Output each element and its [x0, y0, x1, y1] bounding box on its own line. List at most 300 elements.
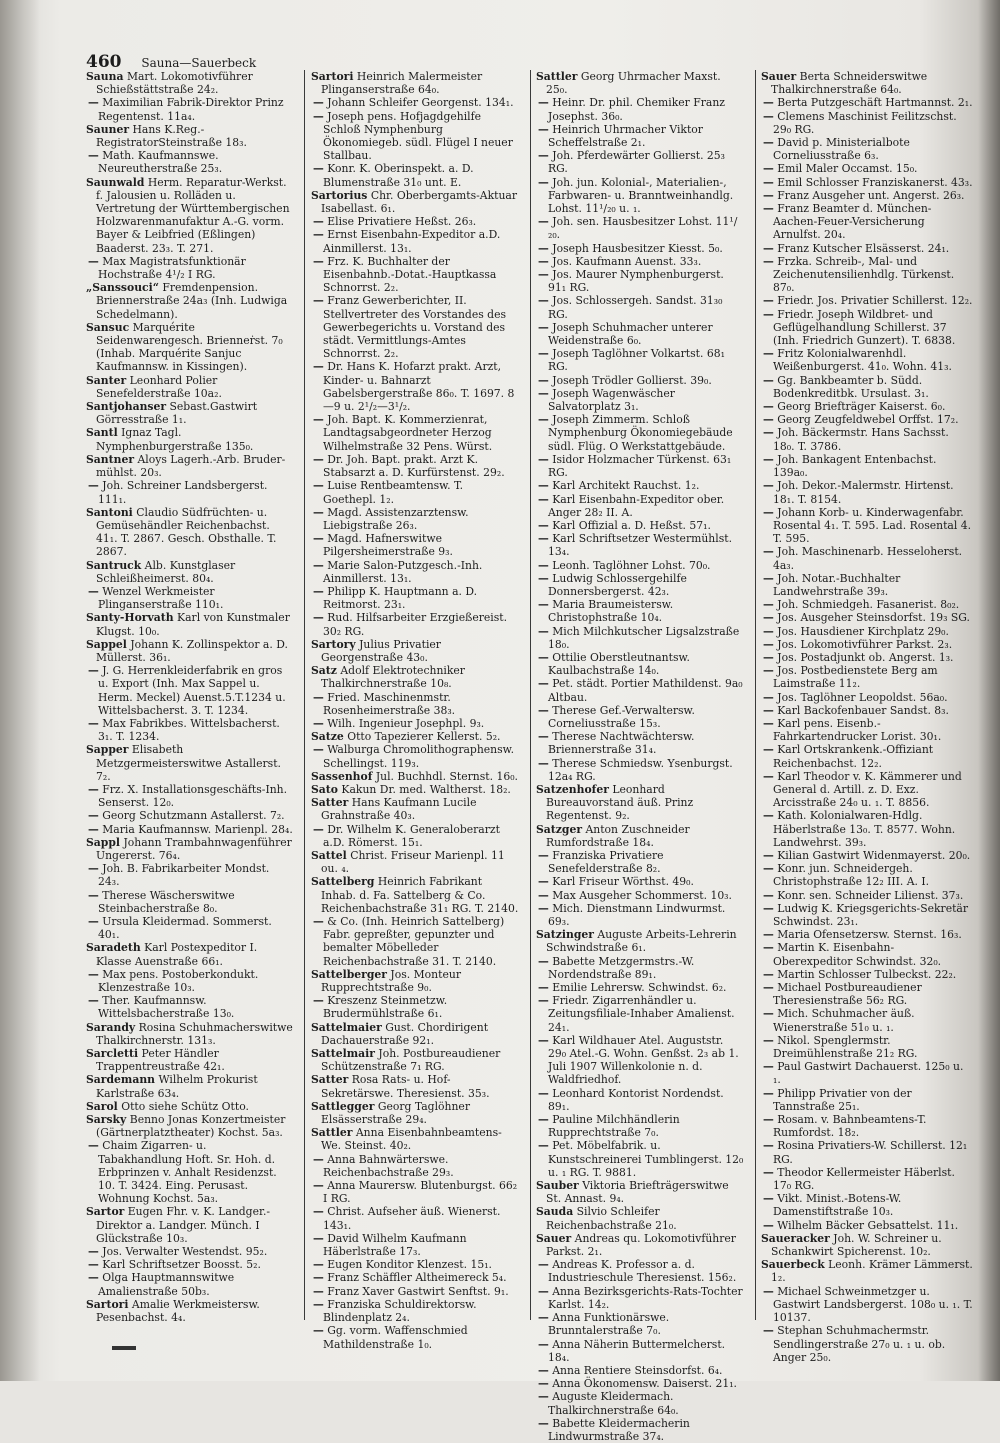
entry-name: —: [313, 611, 324, 625]
entry-name: —: [538, 1337, 549, 1351]
entry-text: David p. Ministerialbote Corneliusstraße 6₃.: [773, 136, 910, 163]
directory-entry: [761, 1258, 973, 1284]
directory-entry: [761, 545, 973, 571]
page-number: 460: [86, 52, 122, 72]
entry-text: Anton Zuschneider Rumfordstraße 18₄.: [546, 822, 690, 849]
entry-name: —: [763, 1324, 774, 1338]
entry-text: Therese Nachtwächtersw. Briennerstraße 31₄.: [548, 730, 695, 757]
entry-text: Otto Tapezierer Kellerst. 5₂.: [347, 730, 501, 744]
directory-entry: [86, 1100, 294, 1113]
entry-name: —: [538, 571, 549, 585]
entry-name: —: [763, 413, 774, 427]
entry-name: —: [763, 848, 774, 862]
entry-text: Wenzel Werkmeister Plinganserstraße 110₁.: [98, 584, 224, 612]
entry-text: Mich. Dienstmann Lindwurmst. 69₃.: [548, 901, 726, 928]
entry-name: —: [763, 188, 774, 202]
directory-entry: [86, 994, 294, 1020]
directory-entry: [536, 1139, 744, 1179]
entry-name: —: [763, 664, 774, 678]
entry-text: Eugen Konditor Klenzest. 15₁.: [327, 1258, 492, 1272]
entry-name: —: [763, 373, 774, 387]
directory-entry: [86, 255, 294, 281]
entry-text: Friedr. Jos. Privatier Schillerst. 12₂.: [777, 294, 973, 308]
entry-text: Philipp Privatier von der Tannstraße 25₁.: [773, 1086, 912, 1113]
entry-text: Anna Eisenbahnbeamtens-We. Steinst. 40₂.: [321, 1126, 502, 1153]
entry-name: Satzenhofer: [536, 782, 609, 796]
directory-entry: [536, 783, 744, 823]
entry-text: Andreas qu. Lokomotivführer Parkst. 2₁.: [546, 1231, 736, 1259]
directory-entry: [761, 294, 973, 307]
directory-entry: [86, 889, 294, 915]
entry-name: —: [763, 254, 774, 268]
entry-text: Jos. Kaufmann Auenst. 33₃.: [552, 254, 702, 268]
entry-name: —: [763, 136, 774, 150]
entry-text: Karl Theodor v. K. Kämmerer und General d. Artill. z. D. Exz. Arcisstraße 24₀ u. ₁. T. 8856.: [773, 769, 962, 810]
entry-name: —: [88, 149, 99, 163]
directory-entry: [311, 783, 519, 796]
entry-text: Leonhard Polier Senefelderstraße 10a₂.: [96, 373, 222, 400]
directory-entry: [311, 1179, 519, 1205]
entry-name: Santjohanser: [86, 400, 167, 414]
directory-entry: [311, 215, 519, 228]
entry-text: Peter Händler Trappentreustraße 42₁.: [96, 1047, 225, 1074]
directory-entry: [311, 96, 519, 109]
directory-entry: [761, 572, 973, 598]
entry-name: Sartor: [86, 1205, 125, 1219]
directory-entry: [536, 387, 744, 413]
directory-entry: [536, 347, 744, 373]
entry-name: —: [313, 228, 324, 242]
entry-name: Sattelmair: [311, 1047, 375, 1061]
directory-entry: [86, 70, 294, 96]
directory-entry: [761, 1192, 973, 1218]
entry-name: —: [763, 598, 774, 612]
entry-text: Frz. X. Installationsgeschäfts-Inh. Senserst. 12₀.: [98, 782, 288, 810]
directory-entry: [536, 321, 744, 347]
entry-text: J. G. Herrenkleiderfabrik en gros u. Export (Inh. Max Sappel u. Herm. Meckel) Auenst.5.T.1234 u. Wittelsbacherst. 3. T. 1234.: [98, 664, 286, 717]
entry-text: Wilh. Ingenieur Josephpl. 9₃.: [327, 716, 485, 730]
directory-entry: [536, 559, 744, 572]
entry-text: Joh. Bankagent Entenbachst. 139a₀.: [773, 452, 937, 480]
directory-entry: [536, 519, 744, 532]
entry-text: Nikol. Spenglermstr. Dreimühlenstraße 21₂ RG.: [773, 1033, 918, 1061]
directory-entry: [311, 506, 519, 532]
directory-entry: [761, 374, 973, 400]
directory-entry: [536, 1258, 744, 1284]
entry-name: Sato: [311, 782, 338, 796]
entry-name: —: [538, 1416, 549, 1430]
entry-text: Chr. Oberbergamts-Aktuar Isabellast. 6₁.: [321, 188, 518, 216]
entry-text: Hans K.Reg.-RegistratorSteinstraße 18₃.: [96, 122, 247, 150]
entry-name: —: [538, 122, 549, 136]
directory-entry: [536, 493, 744, 519]
directory-entry: [86, 506, 294, 559]
directory-entry: [761, 717, 973, 743]
directory-entry: [761, 638, 973, 651]
entry-text: Maria Ofensetzersw. Sternst. 16₃.: [777, 928, 962, 942]
entry-text: Joseph Zimmerm. Schloß Nymphenburg Ökonomiegebäude südl. Flüg. O Werkstattgebäude.: [548, 413, 733, 453]
directory-entry: [536, 730, 744, 756]
directory-entry: [311, 532, 519, 558]
entry-name: —: [313, 294, 324, 308]
directory-entry: [761, 849, 973, 862]
entry-text: Kilian Gastwirt Widenmayerst. 20₀.: [777, 848, 971, 862]
directory-entry: [761, 809, 973, 849]
directory-entry: [761, 400, 973, 413]
directory-entry: [86, 1047, 294, 1073]
directory-entry: [311, 360, 519, 413]
directory-entry: [761, 136, 973, 162]
directory-entry: [86, 123, 294, 149]
directory-entry: [311, 796, 519, 822]
entry-name: Sauer: [761, 70, 797, 83]
directory-entry: [86, 426, 294, 452]
entry-name: —: [763, 241, 774, 255]
entry-text: Joh. Bapt. K. Kommerzienrat, Landtagsabgeordneter Herzog Wilhelmstraße 32 Pens. Würst.: [323, 413, 493, 453]
entry-text: Heinrich Uhrmacher Viktor Scheffelstraße 2₁.: [548, 122, 703, 150]
entry-name: Santl: [86, 426, 118, 440]
entry-text: Joh. Dekor.-Malermstr. Hirtenst. 18₁. T. 8154.: [773, 479, 954, 506]
entry-text: Berta Putzgeschäft Hartmannst. 2₁.: [777, 96, 973, 110]
entry-name: —: [313, 479, 324, 493]
entry-name: —: [763, 888, 774, 902]
directory-entry: [86, 968, 294, 994]
entry-text: Leonh. Taglöhner Lohst. 70₀.: [552, 558, 711, 572]
entry-text: Frz. K. Buchhalter der Eisenbahnb.-Dotat.-Hauptkassa Schnorrst. 2₂.: [323, 254, 497, 295]
entry-text: Christ. Friseur Marienpl. 11 ou. ₄.: [321, 848, 505, 876]
running-title: Sauna—Sauerbeck: [141, 56, 257, 70]
entry-name: Sattel: [311, 848, 347, 862]
entry-text: Math. Kaufmannswe. Neureutherstraße 25₃.: [98, 149, 223, 176]
entry-name: —: [763, 769, 774, 783]
entry-name: Satter: [311, 796, 349, 810]
entry-text: Johann Schleifer Georgenst. 134₁.: [327, 96, 514, 110]
directory-entry: [761, 1034, 973, 1060]
entry-name: —: [763, 981, 774, 995]
directory-entry: [761, 1232, 973, 1258]
entry-text: Rud. Hilfsarbeiter Erzgießereist. 30₂ RG.: [323, 611, 508, 638]
entry-text: Elisabeth Metzgermeisterswitwe Astallerst. 7₂.: [96, 743, 281, 783]
directory-entry: [311, 1232, 519, 1258]
entry-text: Ursula Kleidermad. Sommerst. 40₁.: [98, 915, 272, 942]
entry-text: Kath. Kolonialwaren-Hdlg. Häberlstraße 13₀. T. 8577. Wohn. Landwehrst. 39₃.: [773, 809, 956, 849]
entry-name: —: [763, 545, 774, 559]
entry-name: „Sanssouci“: [86, 281, 159, 295]
directory-entry: [536, 1179, 744, 1205]
entry-name: —: [88, 967, 99, 981]
directory-entry: [86, 836, 294, 862]
entry-name: —: [763, 1284, 774, 1298]
entry-name: —: [538, 1139, 549, 1153]
entry-name: —: [538, 1284, 549, 1298]
directory-entry: [86, 823, 294, 836]
entry-name: Sattler: [311, 1126, 353, 1140]
entry-text: Fritz Kolonialwarenhdl. Weißenburgerst. 41₀. Wohn. 41₃.: [773, 347, 952, 374]
directory-entry: [536, 413, 744, 453]
directory-entry: [761, 1113, 973, 1139]
entry-text: Joseph Wagenwäscher Salvatorplatz 3₁.: [548, 386, 675, 414]
entry-name: —: [763, 400, 774, 414]
entry-name: —: [763, 901, 774, 915]
entry-name: Sattlegger: [311, 1099, 375, 1113]
directory-entry: [311, 228, 519, 254]
entry-text: Joseph Hausbesitzer Kiesst. 5₀.: [552, 241, 723, 255]
entry-text: Heinrich Malermeister Plinganserstraße 64₀.: [321, 70, 483, 97]
entry-name: —: [313, 96, 324, 110]
entry-text: Ludwig K. Kriegsgerichts-Sekretär Schwindst. 23₁.: [773, 901, 969, 928]
entry-name: —: [313, 532, 324, 546]
directory-entry: [86, 809, 294, 822]
entry-text: Leonh. Krämer Lämmerst. 1₂.: [771, 1258, 973, 1285]
entry-text: Ignaz Tagl. Nymphenburgerstraße 135₀.: [96, 426, 254, 453]
entry-text: Anna Bahnwärterswe. Reichenbachstraße 29₃.: [323, 1152, 454, 1179]
entry-name: —: [313, 994, 324, 1008]
entry-text: Maria Kaufmannsw. Marienpl. 28₄.: [102, 822, 293, 836]
directory-entry: [86, 559, 294, 585]
entry-text: Karl pens. Eisenb.-Fahrkartendrucker Lorist. 30₁.: [773, 716, 942, 744]
entry-text: Eugen Fhr. v. K. Landger.-Direktor a. Landger. Münch. I Glückstraße 10₃.: [96, 1205, 271, 1245]
directory-entry: [86, 281, 294, 321]
directory-entry: [761, 981, 973, 1007]
entry-name: —: [763, 96, 774, 110]
directory-entry: [536, 1338, 744, 1364]
directory-entry: [536, 1390, 744, 1416]
entry-name: —: [538, 598, 549, 612]
column-rule: [304, 70, 305, 1320]
entry-text: Anna Ökonomensw. Daiserst. 21₁.: [552, 1377, 737, 1391]
directory-entry: [536, 242, 744, 255]
entry-text: Hans Kaufmann Lucile Grahnstraße 40₃.: [321, 796, 477, 823]
entry-name: —: [538, 241, 549, 255]
entry-text: Jos. Schlossergeh. Sandst. 31₃₀ RG.: [548, 294, 723, 321]
entry-text: Pet. Möbelfabrik. u. Kunstschreinerei Tumblingerst. 12₀ u. ₁ RG. T. 9881.: [548, 1139, 744, 1179]
directory-entry: [536, 1377, 744, 1390]
entry-text: Claudio Südfrüchten- u. Gemüsehändler Reichenbachst. 41₁. T. 2867. Gesch. Obsthalle. T. 2867.: [96, 505, 277, 559]
entry-name: —: [538, 1311, 549, 1325]
entry-name: Sauber: [536, 1179, 579, 1193]
entry-text: Philipp K. Hauptmann a. D. Reitmorst. 23₁.: [323, 584, 478, 612]
entry-text: Karl Architekt Rauchst. 1₂.: [552, 479, 700, 493]
entry-text: Wilhelm Prokurist Karlstraße 63₄.: [96, 1073, 258, 1100]
directory-column-4: [761, 70, 973, 1364]
entry-text: Joh. sen. Hausbesitzer Lohst. 11¹/₂₀.: [548, 215, 738, 242]
entry-name: Sauerbeck: [761, 1258, 825, 1272]
entry-name: —: [538, 1033, 549, 1047]
directory-entry: [311, 638, 519, 664]
entry-name: Sappl: [86, 835, 120, 849]
directory-entry: [311, 479, 519, 505]
running-header: [86, 52, 256, 72]
entry-text: Heinr. Dr. phil. Chemiker Franz Josephst. 36₀.: [548, 96, 725, 123]
entry-name: —: [313, 162, 324, 176]
entry-name: —: [538, 373, 549, 387]
entry-name: —: [538, 901, 549, 915]
entry-text: Mich. Schuhmacher äuß. Wienerstraße 51₀ u. ₁.: [773, 1007, 915, 1034]
entry-text: Magd. Assistenzarztensw. Liebigstraße 26₃.: [323, 505, 469, 532]
entry-name: —: [538, 558, 549, 572]
directory-entry: [311, 994, 519, 1020]
directory-entry: [761, 664, 973, 690]
entry-name: —: [88, 664, 99, 678]
entry-name: —: [313, 1258, 324, 1272]
entry-text: Maria Braumeistersw. Christophstraße 10₄.: [548, 598, 674, 625]
entry-name: —: [313, 584, 324, 598]
entry-name: —: [763, 941, 774, 955]
entry-name: —: [538, 413, 549, 427]
entry-text: Joh. Postbureaudiener Schützenstraße 7₁ RG.: [321, 1047, 501, 1074]
directory-entry: [536, 1285, 744, 1311]
entry-text: Joh. Bäckermstr. Hans Sachsst. 18₀. T. 3786.: [773, 426, 949, 453]
directory-entry: [536, 1205, 744, 1231]
entry-name: Sarandy: [86, 1020, 136, 1034]
entry-name: —: [763, 624, 774, 638]
directory-entry: [761, 176, 973, 189]
entry-name: —: [88, 782, 99, 796]
entry-text: Chaim Zigarren- u. Tabakhandlung Hoft. Sr. Hoh. d. Erbprinzen v. Anhalt Residenzst. 10. T. 3424. Eing. Perusast. Wohnung Kochst. 5a₃.: [98, 1139, 277, 1206]
entry-name: —: [538, 1086, 549, 1100]
entry-text: Christ. Aufseher äuß. Wienerst. 143₁.: [323, 1205, 501, 1232]
entry-name: —: [88, 1139, 99, 1153]
entry-text: Olga Hauptmannswitwe Amalienstraße 50b₃.: [98, 1271, 235, 1298]
directory-entry: [761, 743, 973, 769]
entry-text: Georg Zeugfeldwebel Orffst. 17₂.: [777, 413, 959, 427]
entry-name: —: [313, 716, 324, 730]
entry-name: Sarcletti: [86, 1047, 139, 1061]
directory-entry: [536, 96, 744, 122]
directory-entry: [86, 915, 294, 941]
entry-name: —: [538, 730, 549, 744]
entry-text: Theodor Kellermeister Häberlst. 17₀ RG.: [773, 1165, 955, 1193]
entry-name: —: [313, 360, 324, 374]
entry-name: —: [538, 479, 549, 493]
directory-entry: [86, 1073, 294, 1099]
entry-name: —: [763, 452, 774, 466]
entry-name: Sattelberger: [311, 967, 387, 981]
entry-text: Georg Briefträger Kaiserst. 6₀.: [777, 400, 946, 414]
entry-name: —: [313, 558, 324, 572]
directory-entry: [311, 730, 519, 743]
entry-name: —: [763, 862, 774, 876]
directory-entry: [536, 928, 744, 954]
entry-text: Konr. sen. Schneider Lilienst. 37₃.: [777, 888, 964, 902]
entry-text: Karl Schriftsetzer Westermühlst. 13₄.: [548, 532, 733, 559]
directory-entry: [536, 1311, 744, 1337]
directory-entry: [761, 902, 973, 928]
directory-entry: [86, 1271, 294, 1297]
entry-name: —: [88, 716, 99, 730]
entry-name: —: [538, 492, 549, 506]
entry-text: Georg Uhrmacher Maxst. 25₀.: [546, 70, 721, 97]
entry-text: Marie Salon-Putzgesch.-Inh. Ainmillerst. 13₁.: [323, 558, 483, 585]
entry-text: Franz Ausgeher unt. Angerst. 26₃.: [777, 188, 965, 202]
entry-name: —: [313, 743, 324, 757]
entry-name: —: [538, 888, 549, 902]
entry-name: Sartory: [311, 637, 356, 651]
entry-text: Therese Wäscherswitwe Steinbacherstraße 8₀.: [98, 888, 235, 915]
entry-name: —: [88, 862, 99, 876]
entry-text: Leonhard Bureauvorstand äuß. Prinz Regentenst. 9₂.: [546, 782, 694, 823]
directory-entry: [536, 849, 744, 875]
entry-text: Franziska Schuldirektorsw. Blindenplatz 2₄.: [323, 1297, 477, 1325]
entry-text: Johann K. Zollinspektor a. D. Müllerst. 36₁.: [96, 637, 288, 664]
entry-text: Max Magistratsfunktionär Hochstraße 4¹/₂ I RG.: [98, 254, 246, 282]
entry-name: —: [763, 928, 774, 942]
directory-entry: [536, 994, 744, 1034]
entry-name: Sattler: [536, 70, 578, 83]
entry-name: —: [763, 571, 774, 585]
entry-text: Karl Postexpeditor I. Klasse Auenstraße 66₁.: [96, 941, 258, 968]
directory-entry: [761, 189, 973, 202]
entry-name: —: [538, 677, 549, 691]
entry-text: Auguste Arbeits-Lehrerin Schwindstraße 6₁.: [546, 928, 737, 955]
directory-entry: [86, 374, 294, 400]
directory-entry: [86, 585, 294, 611]
directory-entry: [86, 479, 294, 505]
entry-text: Max pens. Postoberkondukt. Klenzestraße 10₃.: [98, 967, 259, 995]
entry-text: Franz Beamter d. München-Aachen-Feuer-Versicherung Arnulfst. 20₄.: [773, 202, 932, 242]
entry-text: Therese Gef.-Verwaltersw. Corneliusstraße 15₃.: [548, 703, 695, 730]
directory-entry: [536, 1034, 744, 1087]
directory-entry: [311, 1047, 519, 1073]
entry-text: Joh. Maschinenarb. Hesseloherst. 4a₃.: [773, 545, 963, 572]
entry-name: —: [538, 1258, 549, 1272]
directory-entry: [311, 611, 519, 637]
directory-entry: [86, 783, 294, 809]
entry-name: Sartori: [86, 1297, 129, 1311]
directory-entry: [536, 1087, 744, 1113]
directory-entry: [311, 453, 519, 479]
entry-name: —: [88, 915, 99, 928]
directory-entry: [761, 453, 973, 479]
directory-entry: [761, 941, 973, 967]
page-edge-shadow: [978, 0, 1000, 1381]
entry-name: —: [763, 1113, 774, 1127]
entry-name: —: [538, 756, 549, 770]
directory-entry: [761, 202, 973, 242]
entry-name: Satz: [311, 664, 337, 678]
entry-text: Emil Schlosser Franziskanerst. 43₃.: [777, 175, 973, 189]
directory-entry: [311, 110, 519, 163]
directory-entry: [311, 1126, 519, 1152]
entry-name: —: [538, 347, 549, 361]
entry-name: —: [88, 809, 99, 823]
entry-name: —: [763, 109, 774, 123]
entry-name: —: [763, 175, 774, 189]
directory-entry: [536, 572, 744, 598]
entry-text: Stephan Schuhmachermstr. Sendlingerstraße 27₀ u. ₁ u. ob. Anger 25₀.: [773, 1324, 946, 1364]
directory-entry: [761, 1166, 973, 1192]
directory-entry: [311, 1258, 519, 1271]
directory-entry: [761, 347, 973, 373]
entry-name: —: [538, 294, 549, 308]
entry-text: Jos. Hausdiener Kirchplatz 29₀.: [777, 624, 949, 638]
directory-entry: [311, 875, 519, 915]
directory-entry: [86, 176, 294, 255]
directory-entry: [86, 862, 294, 888]
entry-name: Sauner: [86, 122, 130, 136]
entry-name: —: [313, 1324, 324, 1338]
directory-entry: [536, 1364, 744, 1377]
entry-text: Therese Schmiedsw. Ysenburgst. 12a₄ RG.: [548, 756, 733, 783]
entry-name: —: [763, 611, 774, 625]
directory-entry: [311, 1205, 519, 1231]
directory-entry: [536, 215, 744, 241]
entry-text: Berta Schneiderswitwe Thalkirchnerstraße 64₀.: [771, 70, 928, 97]
entry-name: —: [763, 1218, 774, 1232]
directory-entry: [536, 149, 744, 175]
entry-text: Clemens Maschinist Feilitzschst. 29₀ RG.: [773, 109, 957, 136]
directory-entry: [86, 1258, 294, 1271]
